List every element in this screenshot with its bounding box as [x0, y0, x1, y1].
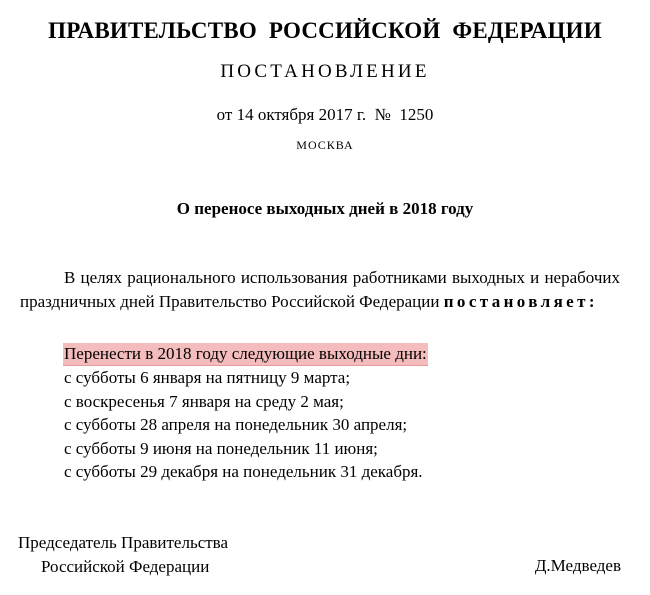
- government-title: ПРАВИТЕЛЬСТВО РОССИЙСКОЙ ФЕДЕРАЦИИ: [48, 18, 602, 43]
- intro-paragraph: [20, 266, 620, 313]
- highlighted-lead-sentence[interactable]: Перенести в 2018 году следующие выходные дни:: [63, 343, 428, 366]
- transfer-item: с субботы 29 декабря на понедельник 31 декабря.: [64, 462, 423, 481]
- intro-text: В целях рационального использования работниками выходных и нерабочих праздничных дней Правительство Российской Федерации: [20, 268, 620, 311]
- signer-title-line1: Председатель Правительства: [18, 533, 229, 552]
- document-subject: О переносе выходных дней в 2018 году: [176, 199, 474, 218]
- document-type: ПОСТАНОВЛЕНИЕ: [220, 61, 430, 82]
- signer-name: Д.Медведев: [534, 556, 621, 575]
- city: МОСКВА: [296, 138, 354, 152]
- signer-title-line2: Российской Федерации: [41, 556, 210, 576]
- transfer-list: [64, 366, 423, 484]
- transfer-item: с воскресенья 7 января на среду 2 мая;: [64, 391, 344, 411]
- date-and-number: от 14 октября 2017 г. № 1250: [216, 105, 434, 124]
- transfer-item: с субботы 9 июня на понедельник 11 июня;: [64, 438, 378, 458]
- decree-word: постановляет:: [443, 291, 598, 311]
- transfer-item: с субботы 6 января на пятницу 9 марта;: [64, 368, 351, 387]
- signer-title: [18, 531, 228, 578]
- transfer-item: с субботы 28 апреля на понедельник 30 апреля;: [64, 415, 408, 434]
